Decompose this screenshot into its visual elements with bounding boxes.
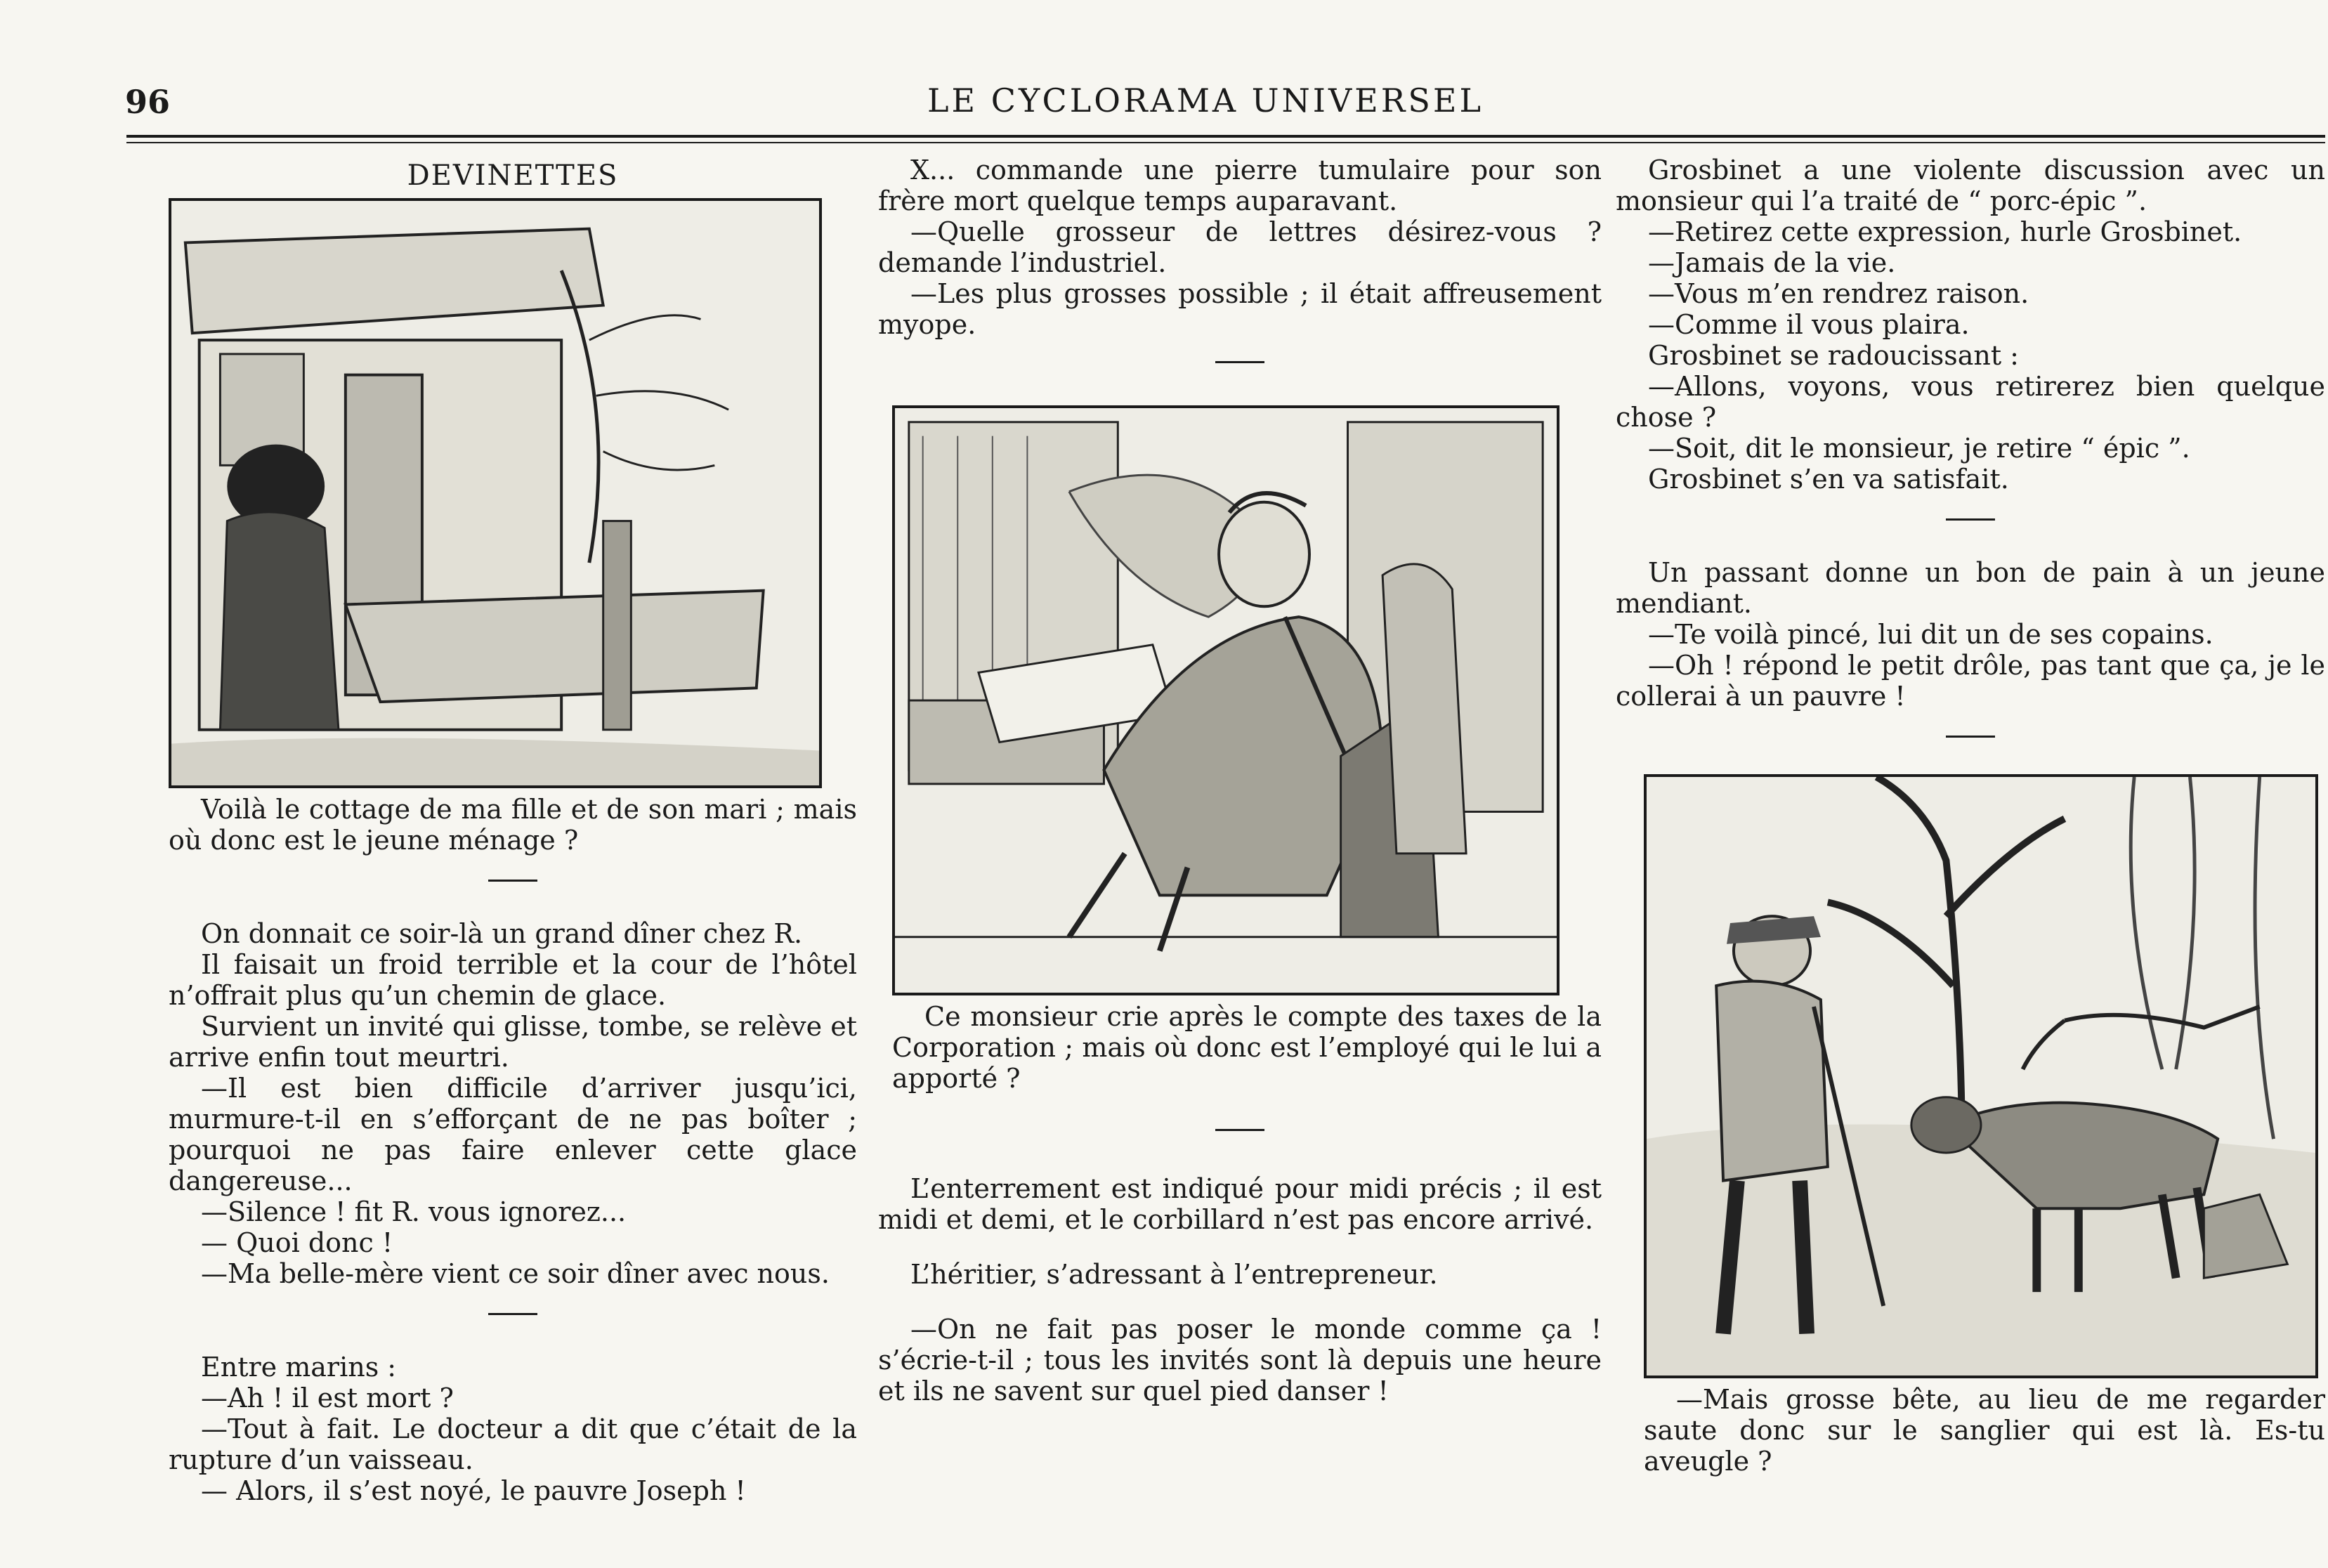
paragraph: On donnait ce soir-là un grand dîner chez R.: [201, 918, 803, 949]
illustration-hunter-dogs: [1644, 774, 2318, 1378]
figure-caption: Voilà le cottage de ma fille et de son mari ; mais où donc est le jeune ménage ?: [169, 794, 857, 856]
page-title: LE CYCLORAMA UNIVERSEL: [927, 81, 1484, 119]
paragraph: —Jamais de la vie.: [1648, 247, 1896, 278]
paragraph: —Tout à fait. Le docteur a dit que c’était de la rupture d’un vaisseau.: [169, 1413, 857, 1475]
section-heading: DEVINETTES: [407, 159, 619, 192]
column-1: [169, 155, 857, 1506]
paragraph: —Quelle grosseur de lettres désirez-vous ? demande l’industriel.: [878, 216, 1602, 278]
paragraph: Un passant donne un bon de pain à un jeune mendiant.: [1616, 557, 2325, 619]
section-separator: [1946, 518, 1995, 521]
paragraph: Entre marins :: [201, 1352, 397, 1383]
paragraph: —Vous m’en rendrez raison.: [1648, 278, 2029, 309]
illustration-armchair-man: [892, 405, 1559, 995]
section-separator: [1215, 361, 1264, 363]
paragraph: —Comme il vous plaira.: [1648, 309, 1970, 340]
paragraph: Il faisait un froid terrible et la cour de l’hôtel n’offrait plus qu’un chemin de glace.: [169, 949, 857, 1011]
paragraph: —Ma belle-mère vient ce soir dîner avec nous.: [201, 1258, 830, 1289]
paragraph: —Te voilà pincé, lui dit un de ses copains.: [1648, 619, 2213, 650]
paragraph: —Oh ! répond le petit drôle, pas tant que ça, je le collerai à un pauvre !: [1616, 650, 2325, 712]
paragraph: — Alors, il s’est noyé, le pauvre Joseph !: [201, 1475, 746, 1506]
section-separator: [1215, 1129, 1264, 1131]
paragraph: L’héritier, s’adressant à l’entrepreneur.: [910, 1259, 1438, 1290]
column-2: [878, 155, 1602, 1406]
paragraph: —Silence ! fit R. vous ignorez...: [201, 1196, 627, 1227]
header-rule-thick: [126, 135, 2325, 138]
paragraph: —Retirez cette expression, hurle Grosbinet.: [1648, 216, 2242, 247]
paragraph: X... commande une pierre tumulaire pour son frère mort quelque temps auparavant.: [878, 155, 1602, 216]
paragraph: —Allons, voyons, vous retirerez bien quelque chose ?: [1616, 371, 2325, 433]
paragraph: L’enterrement est indiqué pour midi précis ; il est midi et demi, et le corbillard n’est pas encore arrivé.: [878, 1173, 1602, 1235]
paragraph: Grosbinet a une violente discussion avec un monsieur qui l’a traité de “ porc-épic ”.: [1616, 155, 2325, 216]
paragraph: — Quoi donc !: [201, 1227, 393, 1258]
header-rule-thin: [126, 142, 2325, 143]
paragraph: —Ah ! il est mort ?: [201, 1383, 454, 1413]
paragraph: Grosbinet s’en va satisfait.: [1648, 464, 2009, 495]
paragraph: Survient un invité qui glisse, tombe, se relève et arrive enfin tout meurtri.: [169, 1011, 857, 1073]
section-separator: [488, 1313, 537, 1315]
paragraph: Grosbinet se radoucissant :: [1648, 340, 2019, 371]
page-number: 96: [125, 83, 171, 121]
illustration-cottage: [169, 198, 822, 788]
paragraph: —On ne fait pas poser le monde comme ça ! s’écrie-t-il ; tous les invités sont là depuis une heure et ils ne savent sur quel pied danser !: [878, 1314, 1602, 1406]
section-separator: [488, 880, 537, 882]
paragraph: —Soit, dit le monsieur, je retire “ épic ”.: [1648, 433, 2190, 464]
paragraph: —Les plus grosses possible ; il était affreusement myope.: [878, 278, 1602, 340]
section-separator: [1946, 736, 1995, 738]
figure-caption: —Mais grosse bête, au lieu de me regarder saute donc sur le sanglier qui est là. Es-tu aveugle ?: [1644, 1384, 2325, 1477]
column-3: [1616, 155, 2325, 1477]
figure-caption: Ce monsieur crie après le compte des taxes de la Corporation ; mais où donc est l’employé qui le lui a apporté ?: [892, 1001, 1602, 1094]
paragraph: —Il est bien difficile d’arriver jusqu’ici, murmure-t-il en s’efforçant de ne pas boîter ; pourquoi ne pas faire enlever cette glace dangereuse...: [169, 1073, 857, 1196]
